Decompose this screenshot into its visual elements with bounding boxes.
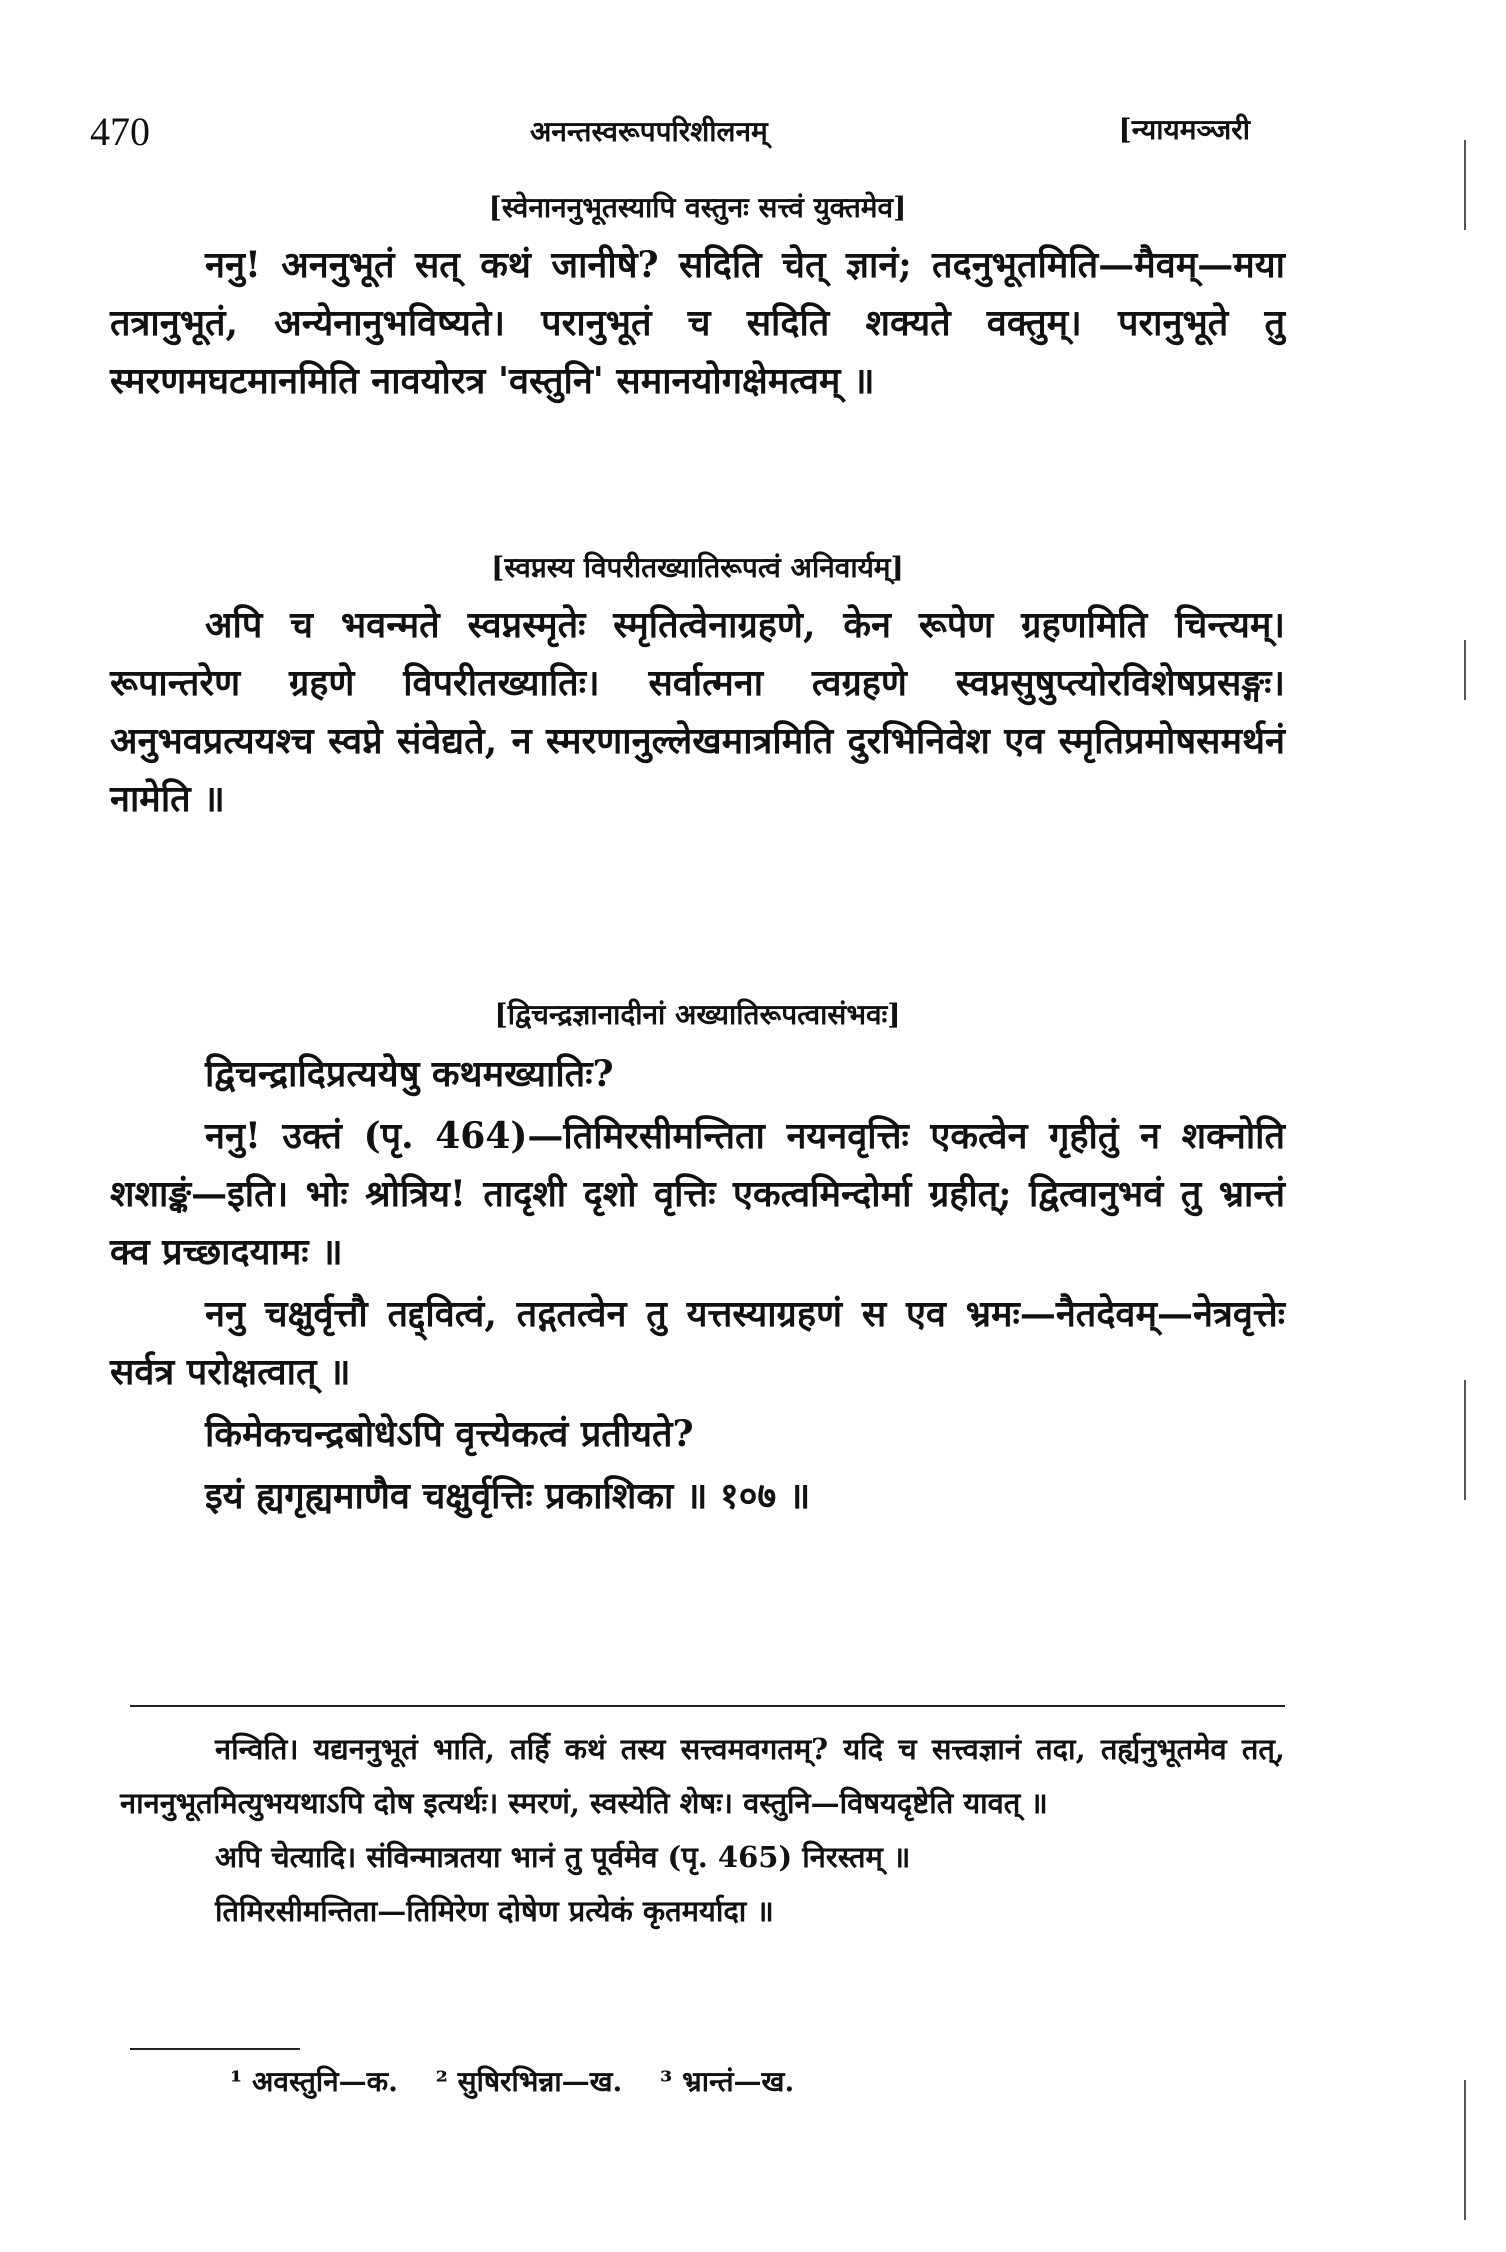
paragraph: किमेकचन्द्रबोधेऽपि वृत्त्येकत्वं प्रतीयते? [205,1413,694,1455]
paragraph: ननु! अननुभूतं सत् कथं जानीषे? सदिति चेत् ज्ञानं; तदनुभूतमिति—मैवम्—मया तत्रानुभूतं, अन्येनानुभविष्यते। परानुभूतं च सदिति शक्यते वक्तुम्। परानुभूते तु स्मरणमघटमानमिति नावयोरत्र 'वस्तुनि' समानयोगक्षेमत्वम् ॥ [110,244,1285,402]
paragraph: इयं ह्यगृह्यमाणैव चक्षुर्वृत्तिः प्रकाशिका ॥ १०७ ॥ [205,1475,811,1517]
paragraph: ननु चक्षुर्वृत्तौ तद्द्वित्वं, तद्गतत्वेन तु यत्तस्याग्रहणं स एव भ्रमः—नैतदेवम्—नेत्रवृत्तेः सर्वत्र परोक्षत्वात् ॥ [110,1293,1285,1393]
paragraph: अपि च भवन्मते स्वप्नस्मृतेः स्मृतित्वेनाग्रहणे, केन रूपेण ग्रहणमिति चिन्त्यम्। रूपान्तरेण ग्रहणे विपरीतख्यातिः। सर्वात्मना त्वग्रहणे स्वप्नसुषुप्त्योरविशेषप्रसङ्गः। अनुभवप्रत्ययश्च स्वप्ने संवेद्यते, न स्मरणानुल्लेखमात्रमिति दुरभिनिवेश एव स्मृतिप्रमोषसमर्थनं नामेति ॥ [110,604,1285,820]
section-3 [110,995,1285,1525]
running-head [90,108,1260,158]
footnote: ³ भ्रान्तं—ख. [660,2065,795,2098]
section-2 [110,548,1285,828]
paragraph: ननु! उक्तं (पृ. 464)—तिमिरसीमन्तिता नयनवृत्तिः एकत्वेन गृहीतुं न शक्नोति शशाङ्कं—इति। भोः श्रोत्रिय! तादृशी दृशो वृत्तिः एकत्वमिन्दोर्मा ग्रहीत्; द्वित्वानुभवं तु भ्रान्तं क्व प्रच्छादयामः ॥ [110,1115,1285,1273]
footnote: ¹ अवस्तुनि—क. [230,2065,398,2098]
scan-edge-mark [1464,640,1466,700]
section-1 [110,188,1285,410]
footnote: ² सुषिरभिन्ना—ख. [435,2065,623,2098]
commentary [120,1722,1285,1938]
scan-edge-mark [1464,2080,1466,2220]
scan-edge-mark [1464,140,1466,230]
commentary-divider [130,1705,1285,1707]
paragraph: द्विचन्द्रादिप्रत्ययेषु कथमख्यातिः? [205,1053,614,1095]
footnote-divider [130,2048,300,2050]
scan-edge-mark [1464,1380,1466,1500]
footnotes [230,2062,822,2100]
commentary-paragraph: अपि चेत्यादि। संविन्मात्रतया भानं तु पूर्वमेव (पृ. 465) निरस्तम् ॥ [215,1840,911,1874]
commentary-paragraph: नन्विति। यद्यननुभूतं भाति, तर्हि कथं तस्य सत्त्वमवगतम्? यदि च सत्त्वज्ञानं तदा, तर्ह्यनुभूतमेव तत्, नाननुभूतमित्युभयथाऽपि दोष इत्यर्थः। स्मरणं, स्वस्येति शेषः। वस्तुनि—विषयदृष्टेति यावत् ॥ [120,1732,1285,1820]
page-number: 470 [90,109,150,154]
commentary-paragraph: तिमिरसीमन्तिता—तिमिरेण दोषेण प्रत्येकं कृतमर्यादा ॥ [215,1894,774,1928]
header-book-name: [न्यायमञ्जरी [1118,113,1250,146]
section-heading: [द्विचन्द्रज्ञानादीनां अख्यातिरूपत्वासंभवः] [494,998,901,1031]
section-heading: [स्वेनाननुभूतस्यापि वस्तुनः सत्त्वं युक्तमेव] [488,191,907,224]
header-title: अनन्तस्वरूपपरिशीलनम् [530,115,768,148]
section-heading: [स्वप्नस्य विपरीतख्यातिरूपत्वं अनिवार्यम्] [491,551,904,584]
